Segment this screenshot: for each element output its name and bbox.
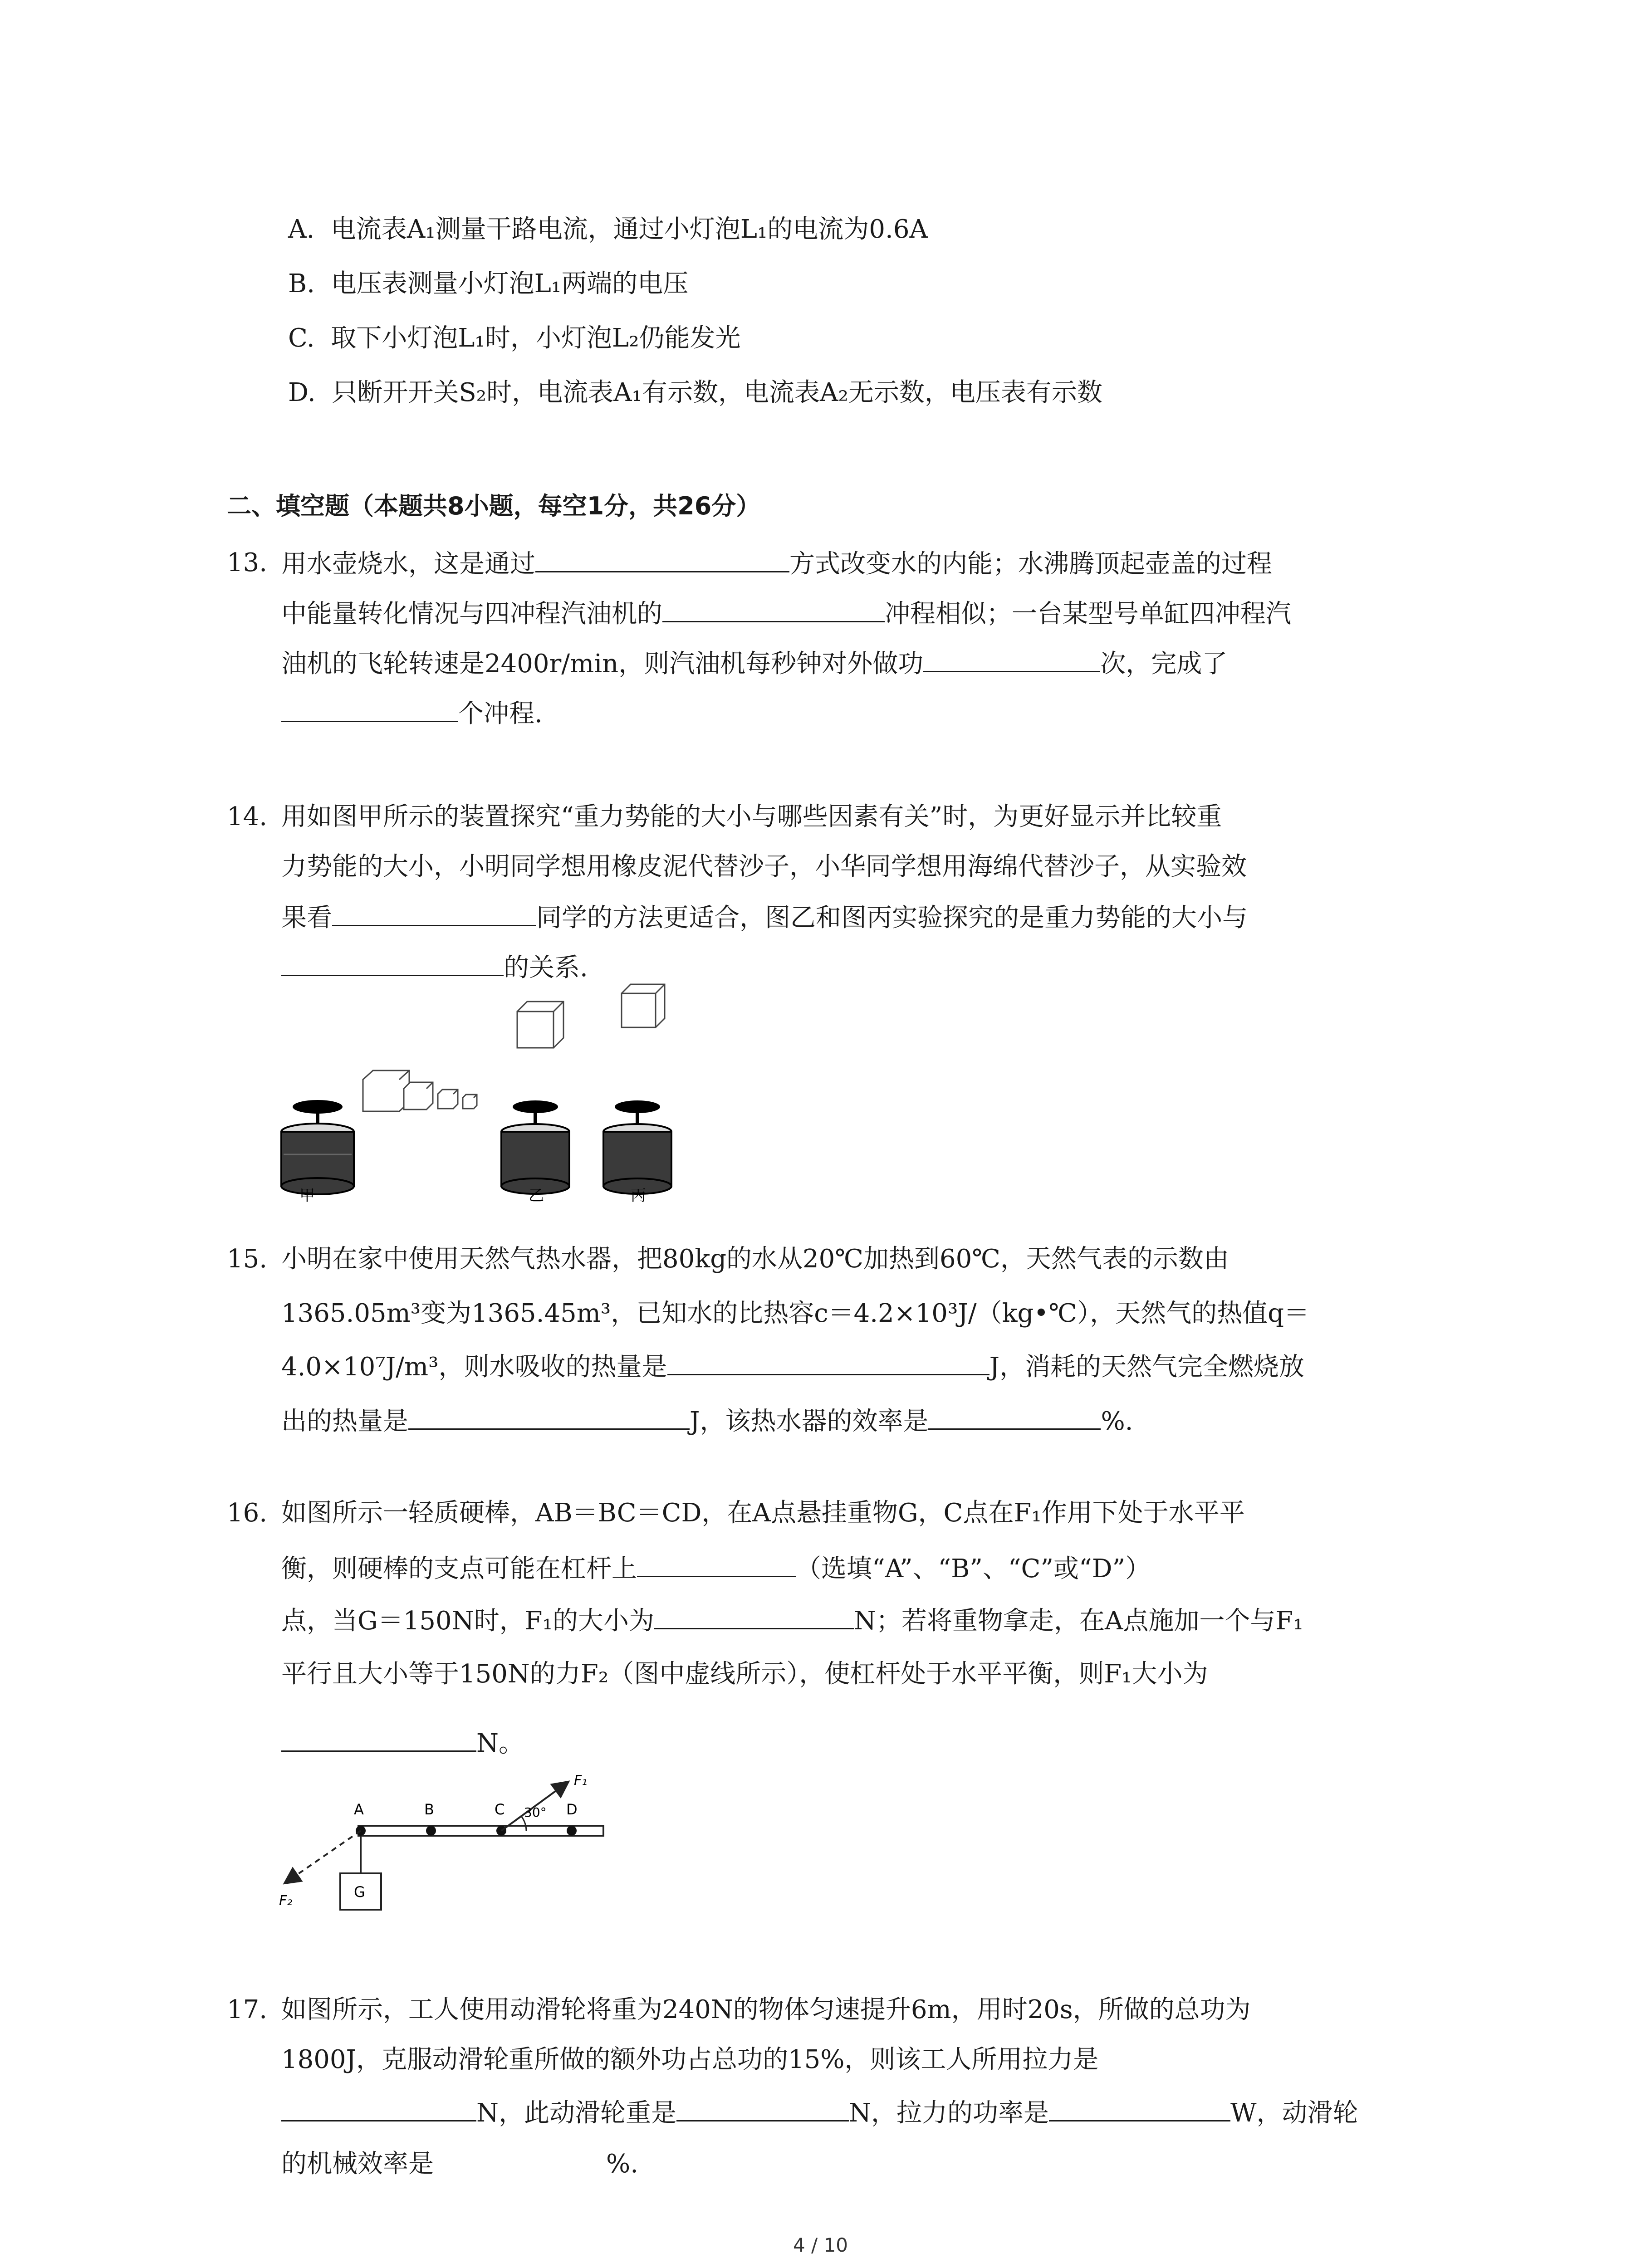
point-d xyxy=(567,1826,577,1836)
answer-blank[interactable] xyxy=(654,1603,854,1629)
choice-label: C. xyxy=(288,323,315,353)
q16-line-5 xyxy=(281,1726,524,1760)
text: 同学的方法更适合，图乙和图丙实验探究的是重力势能的大小与 xyxy=(536,903,1248,933)
section-title: 二、填空题（本题共8小题，每空1分，共26分） xyxy=(227,492,761,520)
answer-blank[interactable] xyxy=(535,547,789,572)
q15-line-2: 1365.05m³变为1365.45m³，已知水的比热容c＝4.2×10³J/（kg•℃），天然气的热值q＝ xyxy=(281,1299,1309,1328)
q13-line-1 xyxy=(281,547,1272,581)
q17-line-4 xyxy=(281,2148,638,2180)
label-a: A xyxy=(354,1801,364,1818)
q16-line-4: 平行且大小等于150N的力F₂（图中虚线所示），使杠杆处于水平平衡，则F₁大小为 xyxy=(281,1659,1208,1689)
q17-line-1: 如图所示，工人使用动滑轮将重为240N的物体匀速提升6m，用时20s，所做的总功为 xyxy=(281,1995,1251,2024)
page-number: 4 / 10 xyxy=(793,2234,848,2256)
choice-label: A. xyxy=(288,215,315,244)
text: 衡，则硬棒的支点可能在杠杆上 xyxy=(281,1554,637,1584)
q14-figure xyxy=(272,975,726,1202)
choice-text: 电压表测量小灯泡L₁两端的电压 xyxy=(331,269,689,298)
question-number: 15. xyxy=(227,1244,268,1274)
choice-label: D. xyxy=(288,378,316,407)
fig-label-jia: 甲 xyxy=(299,1187,315,1202)
q16-line-2 xyxy=(281,1551,1151,1585)
label-b: B xyxy=(424,1801,434,1818)
text: 方式改变水的内能；水沸腾顶起壶盖的过程 xyxy=(789,549,1272,579)
question-number: 17. xyxy=(227,1995,268,2024)
text: W，动滑轮 xyxy=(1230,2098,1358,2128)
q13-line-4 xyxy=(281,696,543,730)
text: 冲程相似；一台某型号单缸四冲程汽 xyxy=(885,599,1291,629)
q13-line-3 xyxy=(281,646,1227,680)
container-yi xyxy=(501,1002,569,1194)
q14-line-1: 用如图甲所示的装置探究“重力势能的大小与哪些因素有关”时，为更好显示并比较重 xyxy=(281,802,1222,831)
answer-blank[interactable] xyxy=(662,596,885,622)
text: 油机的飞轮转速是2400r/min，则汽油机每秒钟对外做功 xyxy=(281,649,924,679)
angle-label: 30° xyxy=(524,1805,547,1820)
q16-line-3 xyxy=(281,1603,1303,1637)
q17-line-3 xyxy=(281,2096,1358,2130)
answer-blank[interactable] xyxy=(637,1551,796,1577)
answer-blank[interactable] xyxy=(281,2096,476,2121)
g-label: G xyxy=(354,1883,365,1901)
answer-blank[interactable] xyxy=(923,646,1100,672)
q14-line-2: 力势能的大小，小明同学想用橡皮泥代替沙子，小华同学想用海绵代替沙子，从实验效 xyxy=(281,852,1247,881)
label-d: D xyxy=(566,1801,578,1818)
q16-lever-figure xyxy=(272,1760,617,1923)
point-b xyxy=(426,1826,436,1836)
choice-text: 只断开开关S₂时，电流表A₁有示数，电流表A₂无示数，电压表有示数 xyxy=(332,378,1102,407)
q15-line-1: 小明在家中使用天然气热水器，把80kg的水从20℃加热到60℃，天然气表的示数由 xyxy=(281,1244,1229,1274)
fig-label-yi: 乙 xyxy=(529,1187,544,1202)
question-number: 16. xyxy=(227,1498,268,1528)
answer-blank[interactable] xyxy=(434,2148,606,2172)
container-jia xyxy=(281,1100,354,1194)
answer-blank[interactable] xyxy=(1049,2096,1230,2121)
answer-blank[interactable] xyxy=(281,696,458,722)
q16-line-1: 如图所示一轻质硬棒，AB＝BC＝CD，在A点悬挂重物G，C点在F₁作用下处于水平平 xyxy=(281,1498,1245,1528)
choice-d xyxy=(288,376,1102,409)
container-bing xyxy=(603,984,671,1194)
fig-label-bing: 丙 xyxy=(631,1187,646,1202)
text: 个冲程. xyxy=(458,699,543,728)
text: 出的热量是 xyxy=(281,1407,408,1436)
text: N；若将重物拿走，在A点施加一个与F₁ xyxy=(853,1606,1303,1636)
text: N，此动滑轮重是 xyxy=(476,2098,676,2128)
text: （选填“A”、“B”、“C”或“D”） xyxy=(796,1554,1151,1584)
q15-line-3 xyxy=(281,1349,1304,1383)
q13-line-2 xyxy=(281,596,1291,631)
text: 点，当G＝150N时，F₁的大小为 xyxy=(281,1606,654,1636)
text: N，拉力的功率是 xyxy=(849,2098,1049,2128)
text: 中能量转化情况与四冲程汽油机的 xyxy=(281,599,662,629)
text: 次，完成了 xyxy=(1100,649,1228,679)
text: J，消耗的天然气完全燃烧放 xyxy=(989,1352,1305,1382)
f1-label: F₁ xyxy=(574,1773,588,1789)
text: N。 xyxy=(476,1729,524,1758)
choice-label: B. xyxy=(288,269,315,298)
cubes-row xyxy=(363,1070,477,1111)
text: %. xyxy=(1101,1407,1133,1436)
text: 用水壶烧水，这是通过 xyxy=(281,549,535,579)
question-number: 14. xyxy=(227,802,268,831)
answer-blank[interactable] xyxy=(281,950,504,976)
answer-blank[interactable] xyxy=(408,1404,690,1430)
text: 4.0×10⁷J/m³，则水吸收的热量是 xyxy=(281,1352,667,1382)
text: %. xyxy=(606,2149,639,2179)
text: J，该热水器的效率是 xyxy=(690,1407,929,1436)
answer-blank[interactable] xyxy=(667,1349,989,1375)
answer-blank[interactable] xyxy=(928,1404,1101,1430)
text: 的关系. xyxy=(504,953,588,982)
answer-blank[interactable] xyxy=(332,900,536,926)
label-c: C xyxy=(495,1801,505,1818)
choice-text: 电流表A₁测量干路电流，通过小灯泡L₁的电流为0.6A xyxy=(330,215,928,244)
question-number: 13. xyxy=(227,548,268,577)
choice-a xyxy=(288,213,928,246)
f2-label: F₂ xyxy=(279,1893,293,1909)
choice-text: 取下小灯泡L₁时，小灯泡L₂仍能发光 xyxy=(331,323,741,353)
choice-b xyxy=(288,268,688,300)
text: 果看 xyxy=(281,903,332,933)
q14-line-3 xyxy=(281,900,1248,934)
q17-line-2: 1800J，克服动滑轮重所做的额外功占总功的15%，则该工人所用拉力是 xyxy=(281,2045,1099,2074)
choice-c xyxy=(288,322,741,355)
q15-line-4 xyxy=(281,1404,1133,1438)
answer-blank[interactable] xyxy=(281,1726,476,1752)
answer-blank[interactable] xyxy=(676,2096,849,2121)
text: 的机械效率是 xyxy=(281,2149,434,2179)
